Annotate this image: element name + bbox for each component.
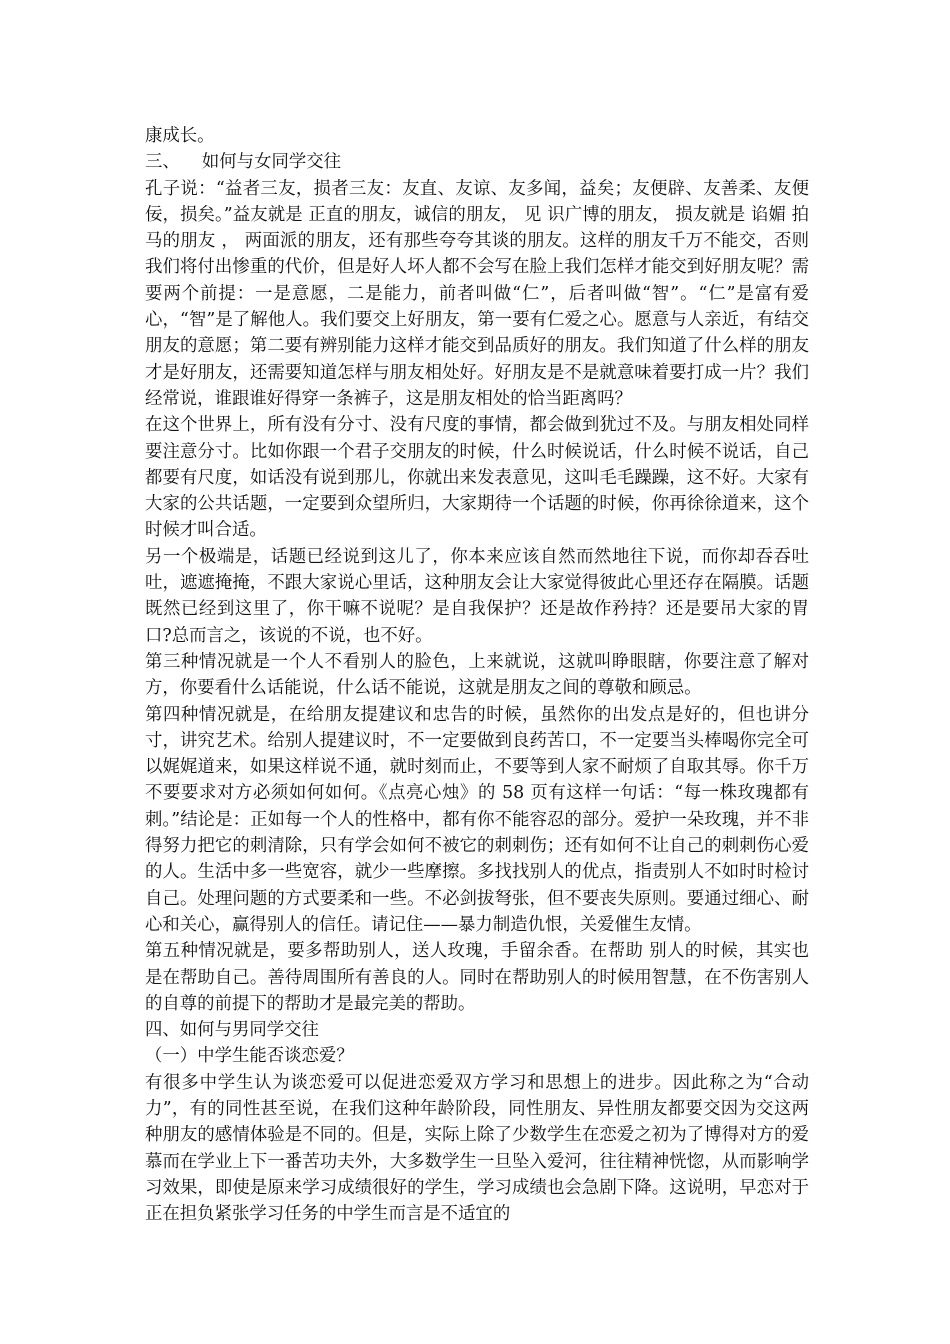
subsection-heading-1: （一）中学生能否谈恋爱？ bbox=[145, 1046, 354, 1067]
paragraph-fourth-case: 第四种情况就是，在给朋友提建议和忠告的时候，虽然你的出发点是好的，但也讲分寸，讲究艺术。给别人提建议时，不一定要做到良药苦口，不一定要当头棒喝你完全可以娓娓道来，如果这样说不通，就时刻而止，不要等到人家不耐烦了自取其辱。你千万不要要求对方必须如何如何。《点亮心烛》的 58 页有这样一句话：“每一株玫瑰都有刺。”结论是：正如每一个人的性格中，都有你不能容忍的部分。爱护一朵玫瑰，并不非得努力把它的刺清除，只有学会如何不被它的刺刺伤；还有如何不让自己的刺刺伤心爱的人。生活中多一些宽容，就少一些摩擦。多找找别人的优点，指责别人不如时时检讨自己。处理问题的方式要柔和一些。不必剑拔弩张，但不要丧失原则。要通过细心、耐心和关心，赢得别人的信任。请记住——暴力制造仇恨，关爱催生友情。 bbox=[145, 704, 809, 935]
paragraph-other-extreme: 另一个极端是，话题已经说到这儿了，你本来应该自然而然地往下说，而你却吞吞吐吐，遮遮掩掩，不跟大家说心里话，这种朋友会让大家觉得彼此心里还存在隔膜。话题既然已经到这里了，你干嘛不说呢？是自我保护？还是故作矜持？还是要吊大家的胃口?总而言之，该说的不说，也不好。 bbox=[145, 546, 809, 646]
paragraph-puppy-love: 有很多中学生认为谈恋爱可以促进恋爱双方学习和思想上的进步。因此称之为“合动力”，有的同性甚至说，在我们这种年龄阶段，同性朋友、异性朋友都要交因为交这两种朋友的感情体验是不同的。但是，实际上除了少数学生在恋爱之初为了博得对方的爱慕而在学业上下一番苦功夫外，大多数学生一旦坠入爱河，往往精神恍惚，从而影响学习效果，即使是原来学习成绩很好的学生，学习成绩也会急剧下降。这说明，早恋对于正在担负紧张学习任务的中学生而言是不适宜的 bbox=[145, 1072, 809, 1225]
section-heading-3: 三、 如何与女同学交往 bbox=[145, 152, 342, 173]
paragraph-confucius-friends: 孔子说：“益者三友，损者三友：友直、友谅、友多闻，益矣；友便辟、友善柔、友便佞，损矣。”益友就是 正直的朋友，诚信的朋友， 见 识广博的朋友， 损友就是 谄媚 拍马的朋友 ， 两面派的朋友，还有那些夸夸其谈的朋友。这样的朋友千万不能交，否则我们将付出惨重的代价，但是好人坏人都不会写在脸上我们怎样才能交到好朋友呢？需要两个前提：一是意愿，二是能力，前者叫做“仁”，后者叫做“智”。“仁”是富有爱心，“智”是了解他人。我们要交上好朋友，第一要有仁爱之心。愿意与人亲近，有结交朋友的意愿；第二要有辨别能力这样才能交到品质好的朋友。我们知道了什么样的朋友才是好朋友，还需要知道怎样与朋友相处好。好朋友是不是就意味着要打成一片？我们经常说，谁跟谁好得穿一条裤子，这是朋友相处的恰当距离吗？ bbox=[145, 178, 809, 409]
section-heading-4: 四、如何与男同学交往 bbox=[145, 1020, 319, 1041]
paragraph-third-case: 第三种情况就是一个人不看别人的脸色，上来就说，这就叫睁眼瞎，你要注意了解对方，你要看什么话能说，什么话不能说，这就是朋友之间的尊敬和顾忌。 bbox=[145, 651, 809, 699]
paragraph-fifth-case: 第五种情况就是，要多帮助别人，送人玫瑰，手留余香。在帮助 别人的时候，其实也是在帮助自己。善待周围所有善良的人。同时在帮助别人的时候用智慧，在不伤害别人的自尊的前提下的帮助才是最完美的帮助。 bbox=[145, 941, 809, 1014]
paragraph-sense-of-proportion: 在这个世界上，所有没有分寸、没有尺度的事情，都会做到犹过不及。与朋友相处同样要注意分寸。比如你跟一个君子交朋友的时候，什么时候说话，什么时候不说话，自己都要有尺度，如话没有说到那儿，你就出来发表意见，这叫毛毛躁躁，这不好。大家有大家的公共话题，一定要到众望所归，大家期待一个话题的时候，你再徐徐道来，这个时候才叫合适。 bbox=[145, 415, 809, 541]
paragraph-continuation: 康成长。 bbox=[145, 126, 215, 146]
document-body bbox=[145, 123, 809, 1227]
